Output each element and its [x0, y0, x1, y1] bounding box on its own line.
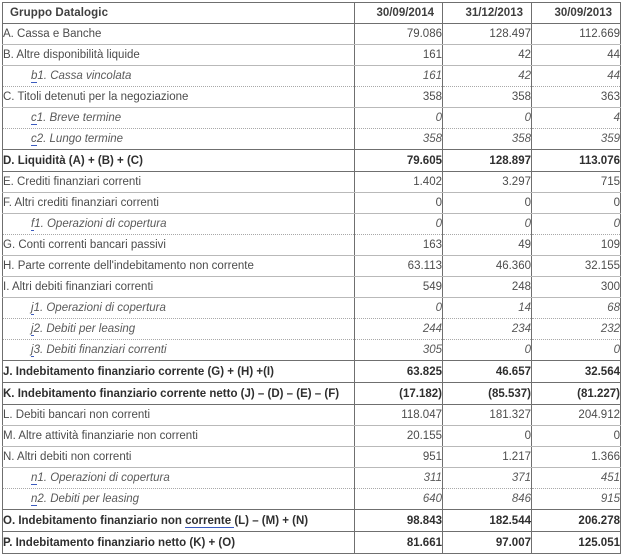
row-label: M. Altre attività finanziarie non correnti [3, 426, 355, 447]
row-value: 371 [443, 468, 532, 489]
row-value: 113.076 [532, 150, 621, 172]
row-value: 549 [355, 277, 443, 298]
smart-tag-marker: b [31, 70, 38, 82]
row-value: 49 [443, 235, 532, 256]
row-value: 358 [355, 129, 443, 150]
row-value: 1.402 [355, 172, 443, 193]
row-value: 0 [443, 426, 532, 447]
row-value: (85.537) [443, 383, 532, 405]
row-label: O. Indebitamento finanziario non corrente (L) – (M) + (N) [3, 510, 355, 532]
table-row [3, 87, 621, 108]
row-value: 161 [355, 66, 443, 87]
smart-tag-marker: f [31, 218, 35, 230]
header-column-1: 31/12/2013 [443, 3, 532, 24]
table-row [3, 256, 621, 277]
row-label: L. Debiti bancari non correnti [3, 405, 355, 426]
row-value: 44 [532, 45, 621, 66]
row-label: H. Parte corrente dell'indebitamento non corrente [3, 256, 355, 277]
smart-tag-marker: j [31, 302, 34, 314]
row-value: 915 [532, 489, 621, 510]
table-row [3, 193, 621, 214]
table-row [3, 405, 621, 426]
table-row [3, 108, 621, 129]
table-row [3, 129, 621, 150]
grammar-marker: corrente [185, 514, 235, 527]
row-value: 0 [355, 108, 443, 129]
smart-tag-marker: c [31, 133, 37, 145]
row-value: 0 [532, 426, 621, 447]
row-value: 44 [532, 66, 621, 87]
table-row [3, 532, 621, 554]
row-label: K. Indebitamento finanziario corrente netto (J) – (D) – (E) – (F) [3, 383, 355, 405]
row-value: 248 [443, 277, 532, 298]
row-value: 4 [532, 108, 621, 129]
row-value: 98.843 [355, 510, 443, 532]
header-column-0: 30/09/2014 [355, 3, 443, 24]
row-value: 32.155 [532, 256, 621, 277]
table-row [3, 24, 621, 45]
table-header [3, 3, 621, 24]
row-value: 300 [532, 277, 621, 298]
row-value: 112.669 [532, 24, 621, 45]
row-value: 46.657 [443, 361, 532, 383]
row-label: F. Altri crediti finanziari correnti [3, 193, 355, 214]
table-row [3, 150, 621, 172]
row-value: 640 [355, 489, 443, 510]
header-column-2: 30/09/2013 [532, 3, 621, 24]
row-value: 1.366 [532, 447, 621, 468]
row-value: 79.086 [355, 24, 443, 45]
row-value: 125.051 [532, 532, 621, 554]
row-value: 109 [532, 235, 621, 256]
row-value: 63.825 [355, 361, 443, 383]
table-row [3, 426, 621, 447]
row-value: 182.544 [443, 510, 532, 532]
smart-tag-marker: c [31, 112, 37, 124]
row-value: 244 [355, 319, 443, 340]
row-label: j2. Debiti per leasing [3, 319, 355, 340]
table-body [3, 24, 621, 554]
row-value: 204.912 [532, 405, 621, 426]
row-label: b1. Cassa vincolata [3, 66, 355, 87]
row-value: 0 [443, 108, 532, 129]
table-row [3, 277, 621, 298]
table-row [3, 468, 621, 489]
table-row [3, 340, 621, 361]
row-value: 42 [443, 45, 532, 66]
table-row [3, 235, 621, 256]
row-value: 3.297 [443, 172, 532, 193]
table-row [3, 510, 621, 532]
row-value: 232 [532, 319, 621, 340]
table-row [3, 383, 621, 405]
row-value: 206.278 [532, 510, 621, 532]
table-row [3, 489, 621, 510]
row-value: 42 [443, 66, 532, 87]
row-label: D. Liquidità (A) + (B) + (C) [3, 150, 355, 172]
row-label: j3. Debiti finanziari correnti [3, 340, 355, 361]
row-value: 358 [443, 129, 532, 150]
row-label: C. Titoli detenuti per la negoziazione [3, 87, 355, 108]
row-label: N. Altri debiti non correnti [3, 447, 355, 468]
table-row [3, 172, 621, 193]
row-value: 97.007 [443, 532, 532, 554]
row-value: 305 [355, 340, 443, 361]
header-row [3, 3, 621, 24]
smart-tag-marker: n [31, 493, 38, 505]
row-value: 363 [532, 87, 621, 108]
row-value: 128.897 [443, 150, 532, 172]
table-row [3, 361, 621, 383]
row-value: 0 [355, 214, 443, 235]
row-value: 63.113 [355, 256, 443, 277]
smart-tag-marker: j [31, 323, 34, 335]
smart-tag-marker: j [31, 344, 34, 356]
row-value: 358 [355, 87, 443, 108]
row-value: 81.661 [355, 532, 443, 554]
table-row [3, 319, 621, 340]
row-label: c2. Lungo termine [3, 129, 355, 150]
row-value: 161 [355, 45, 443, 66]
row-value: (17.182) [355, 383, 443, 405]
table-row [3, 447, 621, 468]
row-value: 0 [443, 340, 532, 361]
row-value: 0 [443, 193, 532, 214]
table-row [3, 298, 621, 319]
row-value: 0 [443, 214, 532, 235]
row-label: G. Conti correnti bancari passivi [3, 235, 355, 256]
row-value: 0 [532, 193, 621, 214]
row-value: 0 [532, 340, 621, 361]
row-value: 128.497 [443, 24, 532, 45]
row-value: 68 [532, 298, 621, 319]
row-label: I. Altri debiti finanziari correnti [3, 277, 355, 298]
net-financial-debt-table [2, 2, 621, 554]
row-value: 46.360 [443, 256, 532, 277]
row-value: 951 [355, 447, 443, 468]
row-value: 0 [355, 298, 443, 319]
row-label: n2. Debiti per leasing [3, 489, 355, 510]
row-label: E. Crediti finanziari correnti [3, 172, 355, 193]
row-label: P. Indebitamento finanziario netto (K) + (O) [3, 532, 355, 554]
row-value: 358 [443, 87, 532, 108]
row-value: 846 [443, 489, 532, 510]
row-value: 20.155 [355, 426, 443, 447]
row-value: 79.605 [355, 150, 443, 172]
row-value: 181.327 [443, 405, 532, 426]
row-value: 451 [532, 468, 621, 489]
row-value: 0 [532, 214, 621, 235]
row-label: n1. Operazioni di copertura [3, 468, 355, 489]
row-label: j1. Operazioni di copertura [3, 298, 355, 319]
row-value: 715 [532, 172, 621, 193]
row-value: 0 [355, 193, 443, 214]
row-label: f1. Operazioni di copertura [3, 214, 355, 235]
row-label: c1. Breve termine [3, 108, 355, 129]
row-value: 359 [532, 129, 621, 150]
row-label: J. Indebitamento finanziario corrente (G) + (H) +(I) [3, 361, 355, 383]
row-value: 14 [443, 298, 532, 319]
row-label: B. Altre disponibilità liquide [3, 45, 355, 66]
table-row [3, 45, 621, 66]
row-value: 32.564 [532, 361, 621, 383]
row-value: 311 [355, 468, 443, 489]
row-value: (81.227) [532, 383, 621, 405]
row-value: 234 [443, 319, 532, 340]
row-value: 1.217 [443, 447, 532, 468]
smart-tag-marker: n [31, 472, 38, 484]
row-label: A. Cassa e Banche [3, 24, 355, 45]
row-value: 118.047 [355, 405, 443, 426]
table-row [3, 66, 621, 87]
header-group-title: Gruppo Datalogic [3, 3, 355, 24]
row-value: 163 [355, 235, 443, 256]
table-row [3, 214, 621, 235]
